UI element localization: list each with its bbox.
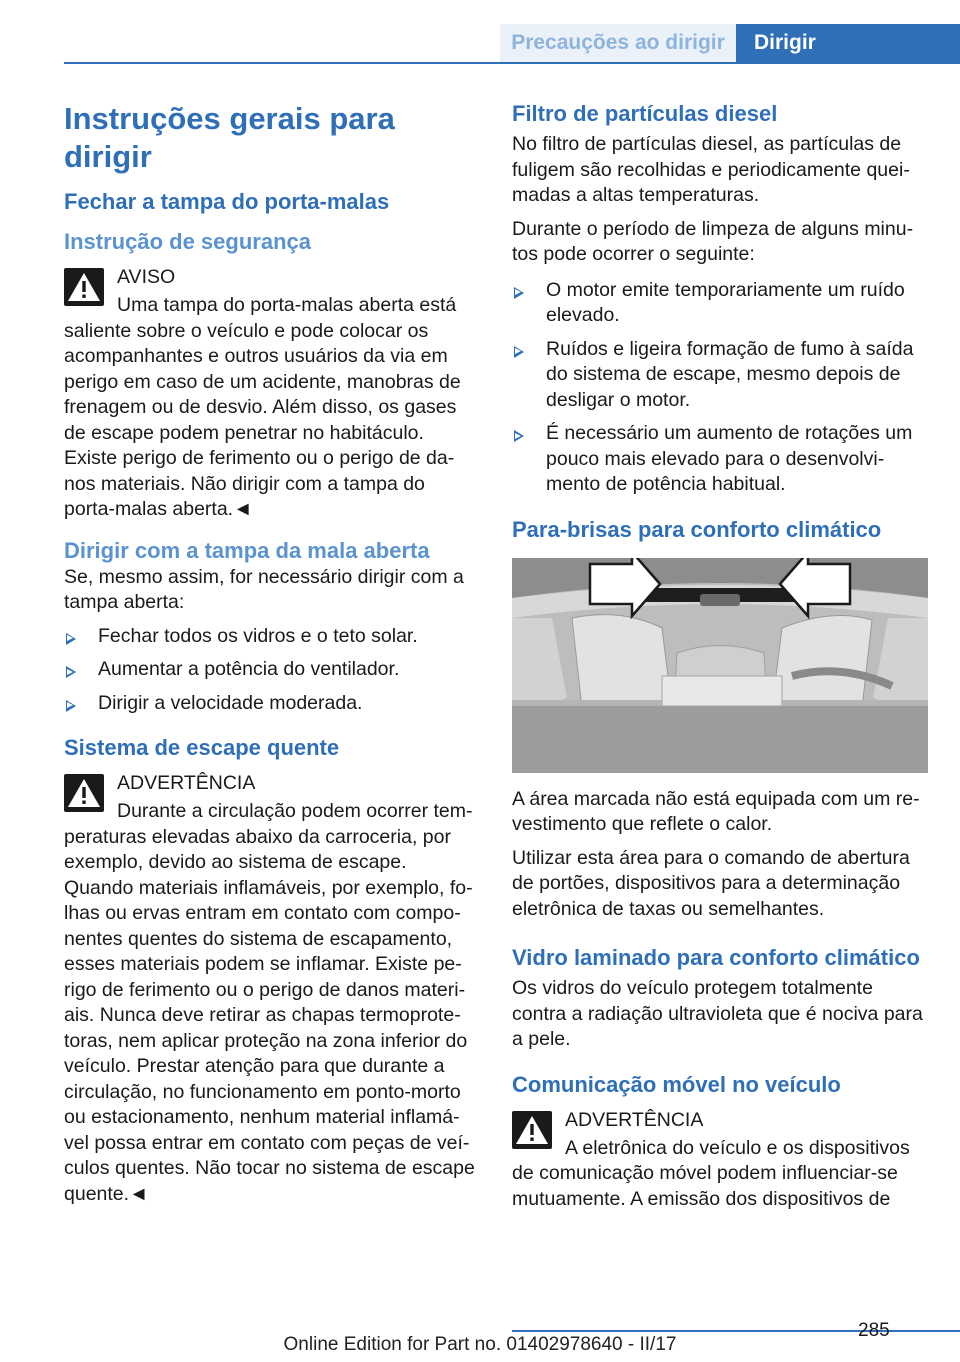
footer-edition: Online Edition for Part no. 01402978640 - II/17: [283, 1334, 677, 1355]
header-chapter-tab: Dirigir: [736, 24, 960, 62]
header-section-tab: Precauções ao dirigir: [500, 24, 736, 62]
bullet-triangle-icon: [514, 287, 524, 299]
windshield-illustration: [512, 558, 928, 773]
list-item: É necessário um aumento de rotações um pouco mais elevado para o desenvolvimento de potência habitual.: [512, 421, 928, 498]
bullet-triangle-icon: [66, 666, 76, 678]
warning-triangle-icon: [512, 1111, 552, 1149]
warning-label: ADVERTÊNCIA: [117, 772, 256, 794]
warning-block-mobile: [512, 1107, 928, 1213]
windshield-paragraph-1: A área marcada não está equipada com um revestimento que reflete o calor.: [512, 787, 920, 835]
windshield-paragraph-2: Utilizar esta área para o comando de abertura de portões, dispositivos para a determinação eletrônica de taxas ou semelhantes.: [512, 846, 910, 920]
warning-text: Durante a circulação podem ocorrer temperaturas elevadas abaixo da carroceria, por exemplo, devido ao sistema de escape. Quando materiais inflamáveis, por exemplo, folhas ou ervas entram em contato com componentes quentes do sistema de escapamento, esses materiais podem se inflamar. Existe perigo de ferimento ou o perigo de danos materiais. Nunca deve retirar as chapas termoprotetoras, nem aplicar proteção na zona inferior do veículo. Prestar atenção para que durante a circulação, no funcionamento em ponto-morto ou estacionamento, nenhum material inflamável possa entrar em contato com peças de veículos quentes. Não tocar no sistema de escape quente.◄: [64, 800, 475, 1205]
open-trunk-text: Se, mesmo assim, for necessário dirigir com a tampa aberta:: [64, 565, 464, 613]
warning-triangle-icon: [64, 268, 104, 306]
diesel-bullets: [512, 278, 928, 498]
page-title: Instruções gerais para dirigir: [64, 101, 395, 174]
trunk-heading: Fechar a tampa do porta-malas: [64, 189, 390, 214]
warning-text: Uma tampa do porta-malas aberta está saliente sobre o veículo e pode colocar os acompanhantes e outros usuários da via em perigo em caso de um acidente, manobras de frenagem ou de desvio. Além disso, os gases de escape podem penetrar no habitáculo. Existe perigo de ferimento ou o perigo de danos materiais. Não dirigir com a tampa do porta-malas aberta.◄: [64, 294, 461, 520]
warning-label: AVISO: [117, 266, 176, 288]
right-column: [512, 100, 928, 1212]
bullet-triangle-icon: [514, 346, 524, 358]
diesel-heading: Filtro de partículas diesel: [512, 101, 778, 126]
footer-rule: [512, 1330, 960, 1332]
open-trunk-heading: Dirigir com a tampa da mala aberta: [64, 537, 430, 563]
exhaust-heading: Sistema de escape quente: [64, 735, 340, 760]
left-column: [64, 100, 478, 1207]
warning-label: ADVERTÊNCIA: [565, 1108, 704, 1131]
bullet-triangle-icon: [514, 430, 524, 442]
mobile-heading: Comunicação móvel no veículo: [512, 1071, 841, 1097]
warning-block-exhaust: [64, 770, 478, 1207]
glass-paragraph: Os vidros do veículo protegem totalmente contra a radiação ultravioleta que é nociva para a pele.: [512, 977, 923, 1050]
safety-heading: Instrução de segurança: [64, 229, 311, 254]
diesel-paragraph-2: Durante o período de limpeza de alguns minutos pode ocorrer o seguinte:: [512, 217, 914, 265]
bullet-triangle-icon: [66, 700, 76, 712]
page-number: 285: [858, 1320, 890, 1341]
list-item: Fechar todos os vidros e o teto solar.: [64, 624, 478, 650]
list-item: Dirigir a velocidade moderada.: [64, 691, 478, 717]
glass-heading: Vidro laminado para conforto climático: [512, 945, 920, 970]
bullet-triangle-icon: [66, 633, 76, 645]
windshield-heading: Para-brisas para conforto climático: [512, 516, 882, 542]
header-rule: [64, 62, 960, 64]
open-trunk-bullets: [64, 624, 478, 717]
list-item: Aumentar a potência do ventilador.: [64, 657, 478, 683]
warning-text: A eletrônica do veículo e os dispositivos de comunicação móvel podem influenciar-se mutuamente. A emissão dos dispositivos de: [512, 1136, 910, 1210]
list-item: O motor emite temporariamente um ruído elevado.: [512, 278, 928, 329]
list-item: Ruídos e ligeira formação de fumo à saída do sistema de escape, mesmo depois de desligar o motor.: [512, 337, 928, 414]
warning-block-aviso: [64, 264, 478, 523]
warning-triangle-icon: [64, 774, 104, 812]
diesel-paragraph-1: No filtro de partículas diesel, as partículas de fuligem são recolhidas e periodicamente queimadas a altas temperaturas.: [512, 133, 910, 206]
